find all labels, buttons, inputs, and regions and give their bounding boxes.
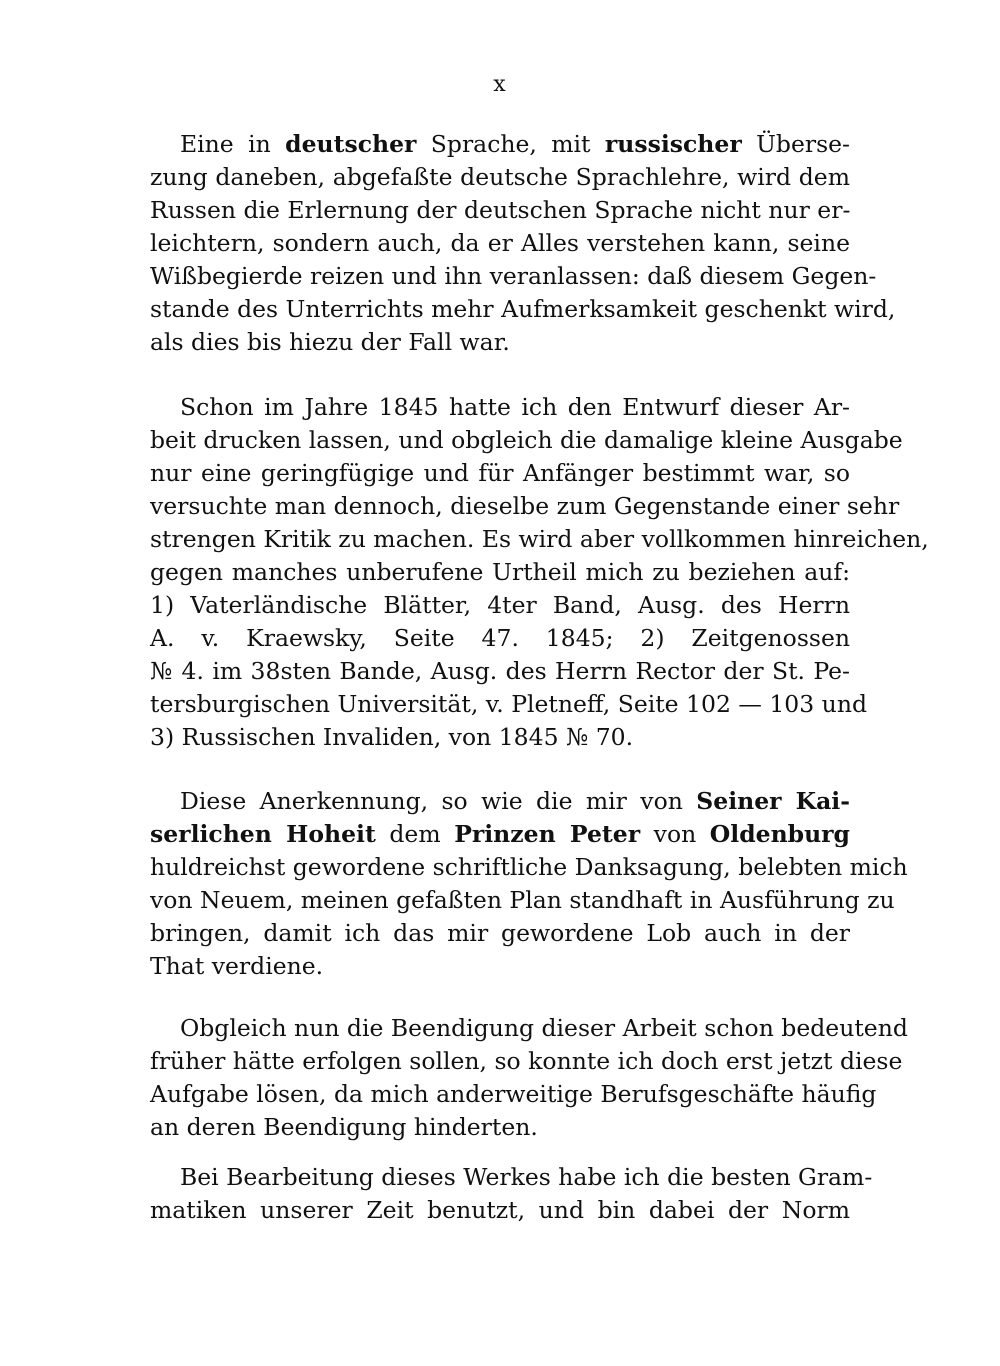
paragraph-5 bbox=[150, 1161, 873, 1227]
paragraph-line: an deren Beendigung hinderten. bbox=[150, 1113, 538, 1141]
paragraph-line: serlichen Hoheit dem Prinzen Peter von Oldenburg bbox=[150, 820, 850, 848]
paragraph-line: matiken unserer Zeit benutzt, und bin dabei der Norm bbox=[150, 1196, 850, 1224]
paragraph-line: strengen Kritik zu machen. Es wird aber vollkommen hinreichen, bbox=[150, 525, 929, 553]
paragraph-line: bringen, damit ich das mir gewordene Lob auch in der bbox=[150, 919, 850, 947]
paragraph-line: That verdiene. bbox=[150, 952, 324, 980]
paragraph-line: leichtern, sondern auch, da er Alles verstehen kann, seine bbox=[150, 229, 850, 257]
paragraph-4 bbox=[150, 1012, 908, 1144]
paragraph-2 bbox=[150, 391, 929, 754]
paragraph-line: 1) Vaterländische Blätter, 4ter Band, Ausg. des Herrn bbox=[150, 591, 850, 619]
paragraph-3 bbox=[150, 785, 908, 983]
paragraph-line: nur eine geringfügige und für Anfänger bestimmt war, so bbox=[150, 459, 850, 487]
paragraph-line: versuchte man dennoch, dieselbe zum Gegenstande einer sehr bbox=[150, 492, 900, 520]
paragraph-line: Bei Bearbeitung dieses Werkes habe ich die besten Gram- bbox=[180, 1163, 873, 1191]
paragraph-line: № 4. im 38sten Bande, Ausg. des Herrn Rector der St. Pe- bbox=[150, 657, 850, 685]
paragraph-line: von Neuem, meinen gefaßten Plan standhaft in Ausführung zu bbox=[150, 886, 895, 914]
paragraph-1 bbox=[150, 128, 896, 359]
paragraph-line: tersburgischen Universität, v. Pletneff, Seite 102 — 103 und bbox=[150, 690, 867, 718]
paragraph-line: Diese Anerkennung, so wie die mir von Seiner Kai- bbox=[180, 787, 850, 815]
paragraph-line: Russen die Erlernung der deutschen Sprache nicht nur er- bbox=[150, 196, 851, 224]
paragraph-line: zung daneben, abgefaßte deutsche Sprachlehre, wird dem bbox=[150, 163, 850, 191]
paragraph-line: stande des Unterrichts mehr Aufmerksamkeit geschenkt wird, bbox=[150, 295, 896, 323]
paragraph-line: Schon im Jahre 1845 hatte ich den Entwurf dieser Ar- bbox=[180, 393, 850, 421]
paragraph-line: Obgleich nun die Beendigung dieser Arbeit schon bedeutend bbox=[180, 1014, 908, 1042]
paragraph-line: gegen manches unberufene Urtheil mich zu beziehen auf: bbox=[150, 558, 850, 586]
paragraph-line: A. v. Kraewsky, Seite 47. 1845; 2) Zeitgenossen bbox=[150, 624, 850, 652]
paragraph-line: früher hätte erfolgen sollen, so konnte ich doch erst jetzt diese bbox=[150, 1047, 903, 1075]
paragraph-line: Aufgabe lösen, da mich anderweitige Berufsgeschäfte häufig bbox=[150, 1080, 877, 1108]
paragraph-line: beit drucken lassen, und obgleich die damalige kleine Ausgabe bbox=[150, 426, 903, 454]
paragraph-line: als dies bis hiezu der Fall war. bbox=[150, 328, 510, 356]
paragraph-line: huldreichst gewordene schriftliche Danksagung, belebten mich bbox=[150, 853, 908, 881]
paragraph-line: Eine in deutscher Sprache, mit russischer Überse- bbox=[180, 130, 850, 158]
page-number: x bbox=[493, 72, 507, 97]
paragraph-line: Wißbegierde reizen und ihn veranlassen: daß diesem Gegen- bbox=[150, 262, 877, 290]
paragraph-line: 3) Russischen Invaliden, von 1845 № 70. bbox=[150, 723, 634, 751]
